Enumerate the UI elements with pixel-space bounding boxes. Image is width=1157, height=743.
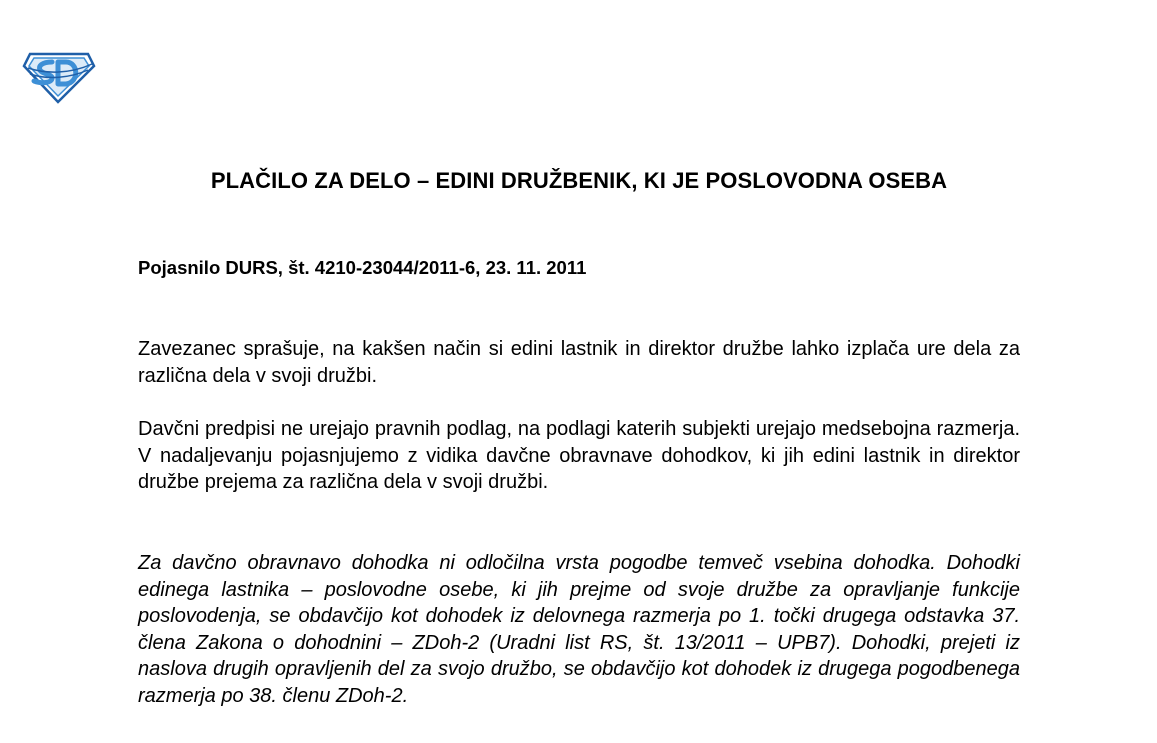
document-subtitle: Pojasnilo DURS, št. 4210-23044/2011-6, 23. 11. 2011 [138,257,587,278]
document-title: PLAČILO ZA DELO – EDINI DRUŽBENIK, KI JE POSLOVODNA OSEBA [210,168,948,193]
paragraph-question: Zavezanec sprašuje, na kakšen način si edini lastnik in direktor družbe lahko izplača ure dela za različna dela v svoji družbi. [138,338,1020,387]
paragraph-tax-treatment: Za davčno obravnavo dohodka ni odločilna vrsta pogodbe temveč vsebina dohodka. Dohodki edinega lastnika – poslovodne osebe, ki jih prejme od svoje družbe za opravljanje funkcije poslovodenja, se obdavčijo kot dohodek iz delovnega razmerja po 1. točki drugega odstavka 37. člena Zakona o dohodnini – ZDoh-2 (Uradni list RS, št. 13/2011 – UPB7). Dohodki, prejeti iz naslova drugih opravljenih del za svojo družbo, se obdavčijo kot dohodek iz drugega pogodbenega razmerja po 38. členu ZDoh-2. [138,552,1020,707]
sd-logo-icon [22,48,96,104]
paragraph-explanation: Davčni predpisi ne urejajo pravnih podlag, na podlagi katerih subjekti urejajo medsebojna razmerja. V nadaljevanju pojasnjujemo z vidika davčne obravnave dohodkov, ki jih edini lastnik in direktor družbe prejema za različna dela v svoji družbi. [138,418,1020,493]
